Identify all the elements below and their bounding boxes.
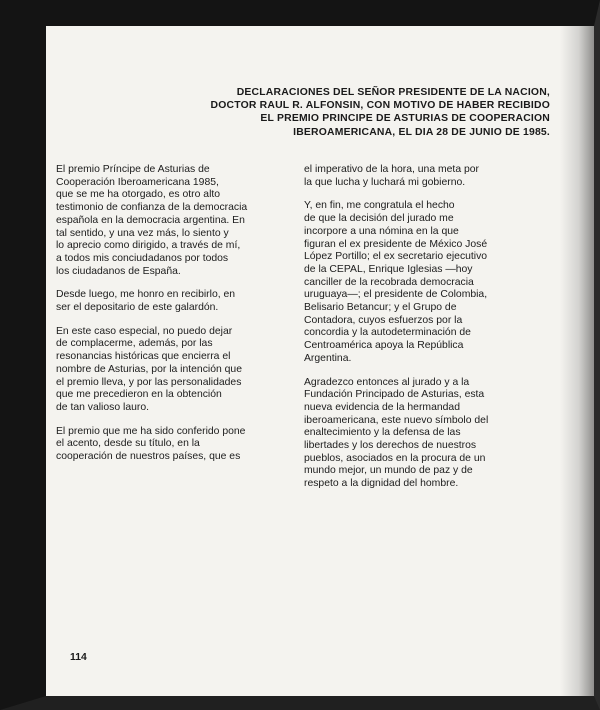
text-line: resonancias históricas que encierra el (56, 351, 231, 363)
text-line: López Portillo; el ex secretario ejecutivo (304, 251, 488, 263)
page-number: 114 (70, 652, 87, 663)
text-line: ser el depositario de este galardón. (56, 302, 219, 314)
heading-line: EL PREMIO PRINCIPE DE ASTURIAS DE COOPERACION (260, 113, 550, 125)
text-line: Argentina. (304, 352, 352, 364)
text-line: de complacerme, además, por las (56, 338, 213, 350)
text-line: En este caso especial, no puedo dejar (56, 325, 233, 337)
text-line: Contadora, cuyos esfuerzos por la (304, 314, 463, 326)
text-line: nombre de Asturias, por la intención que (56, 363, 242, 375)
text-line: la que lucha y luchará mi gobierno. (304, 176, 466, 188)
text-line: canciller de la recobrada democracia (304, 276, 474, 288)
text-line: iberoamericana, este nuevo símbolo del (304, 414, 489, 426)
text-line: a todos mis conciudadanos por todos (56, 252, 229, 264)
text-line: respeto a la dignidad del hombre. (304, 478, 459, 490)
paragraph (56, 289, 278, 314)
text-line: libertades y los derechos de nuestros (304, 440, 477, 452)
text-line: El premio Príncipe de Asturias de (56, 164, 210, 175)
text-line: enaltecimiento y la defensa de las (304, 427, 461, 439)
text-line: Desde luego, me honro en recibirlo, en (56, 289, 236, 301)
text-line: Agradezco entonces al jurado y a la (304, 376, 470, 388)
left-column (56, 164, 278, 475)
text-line: mundo mejor, un mundo de paz y de (304, 465, 473, 477)
heading-line: DECLARACIONES DEL SEÑOR PRESIDENTE DE LA NACION, (236, 87, 550, 98)
heading-line: DOCTOR RAUL R. ALFONSIN, CON MOTIVO DE HABER RECIBIDO (210, 100, 550, 112)
text-line: Cooperación Iberoamericana 1985, (56, 176, 219, 188)
text-line: Y, en fin, me congratula el hecho (304, 200, 455, 212)
text-line: Fundación Principado de Asturias, esta (304, 389, 485, 401)
text-line: concordia y la autodeterminación de (304, 327, 471, 339)
text-line: Belisario Betancur; y el Grupo de (304, 302, 457, 314)
heading-line: IBEROAMERICANA, EL DIA 28 DE JUNIO DE 1985. (293, 126, 550, 138)
document-page (46, 26, 594, 696)
text-line: lo aprecio como dirigido, a través de mí, (56, 240, 241, 252)
text-line: El premio que me ha sido conferido pone (56, 425, 246, 437)
text-line: el imperativo de la hora, una meta por (304, 164, 480, 175)
text-line: incorpore a una nómina en la que (304, 225, 459, 237)
declaration-heading (156, 86, 550, 139)
text-line: Centroamérica apoya la República (304, 340, 464, 352)
paragraph (56, 164, 278, 278)
text-line: cooperación de nuestros países, que es (56, 451, 241, 463)
paragraph (304, 200, 514, 365)
text-line: de que la decisión del jurado me (304, 213, 454, 225)
right-column (304, 164, 514, 502)
text-line: de la CEPAL, Enrique Iglesias —hoy (304, 263, 473, 275)
text-line: que me precedieron en la obtención (56, 389, 222, 401)
text-line: testimonio de confianza de la democracia (56, 202, 248, 214)
paragraph (304, 164, 514, 189)
text-line: el acento, desde su título, en la (56, 438, 200, 450)
paragraph (304, 377, 514, 491)
text-line: nueva evidencia de la hermandad (304, 401, 460, 413)
text-line: los ciudadanos de España. (56, 265, 181, 277)
text-line: el premio lleva, y por las personalidades (56, 376, 242, 388)
text-line: pueblos, asociados en la procura de un (304, 452, 486, 464)
paragraph (56, 326, 278, 415)
paragraph (56, 426, 278, 464)
text-line: figuran el ex presidente de México José (304, 238, 488, 250)
text-line: que se me ha otorgado, es otro alto (56, 189, 221, 201)
text-line: de tan valioso lauro. (56, 401, 149, 413)
text-line: tal sentido, y una vez más, lo siento y (56, 227, 229, 239)
text-line: uruguaya—; el presidente de Colombia, (304, 289, 488, 301)
text-line: española en la democracia argentina. En (56, 214, 245, 226)
